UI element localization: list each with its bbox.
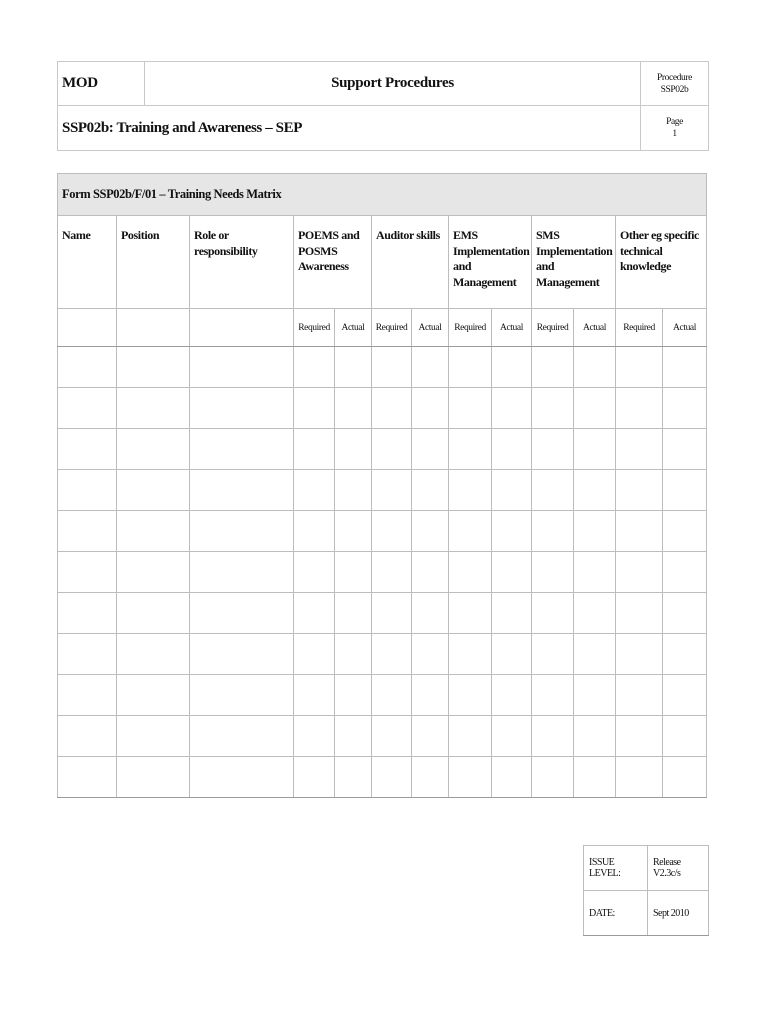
entry-cell[interactable]	[190, 757, 294, 798]
entry-cell[interactable]	[372, 675, 412, 716]
entry-cell[interactable]	[190, 552, 294, 593]
entry-cell[interactable]	[616, 757, 663, 798]
entry-cell[interactable]	[372, 757, 412, 798]
entry-cell[interactable]	[663, 675, 707, 716]
entry-cell[interactable]	[294, 511, 335, 552]
org-name: MOD	[58, 62, 145, 106]
entry-cell[interactable]	[190, 511, 294, 552]
entry-cell[interactable]	[449, 347, 492, 388]
table-row	[58, 593, 707, 634]
entry-cell[interactable]	[335, 552, 372, 593]
ems-required-header: Required	[449, 309, 492, 347]
entry-cell[interactable]	[117, 388, 190, 429]
entry-cell[interactable]	[616, 716, 663, 757]
entry-cell[interactable]	[616, 388, 663, 429]
col-role-header: Role or responsibility	[190, 216, 294, 309]
entry-cell[interactable]	[190, 429, 294, 470]
entry-cell[interactable]	[294, 388, 335, 429]
entry-cell[interactable]	[58, 511, 117, 552]
entry-cell[interactable]	[532, 470, 574, 511]
entry-cell[interactable]	[492, 716, 532, 757]
entry-cell[interactable]	[117, 552, 190, 593]
entry-cell[interactable]	[412, 552, 449, 593]
entry-cell[interactable]	[58, 470, 117, 511]
entry-cell[interactable]	[58, 757, 117, 798]
entry-cell[interactable]	[190, 675, 294, 716]
date-label: DATE:	[584, 891, 648, 936]
subheader-blank	[190, 309, 294, 347]
entry-cell[interactable]	[492, 593, 532, 634]
entry-cell[interactable]	[574, 552, 616, 593]
auditor-actual-header: Actual	[412, 309, 449, 347]
entry-cell[interactable]	[190, 593, 294, 634]
entry-cell[interactable]	[372, 429, 412, 470]
ems-actual-header: Actual	[492, 309, 532, 347]
entry-cell[interactable]	[117, 634, 190, 675]
entry-cell[interactable]	[372, 593, 412, 634]
entry-cell[interactable]	[532, 429, 574, 470]
issue-level-value: Release V2.3c/s	[648, 846, 709, 891]
entry-cell[interactable]	[117, 716, 190, 757]
entry-cell[interactable]	[663, 347, 707, 388]
entry-cell[interactable]	[492, 347, 532, 388]
entry-cell[interactable]	[492, 675, 532, 716]
entry-cell[interactable]	[492, 429, 532, 470]
entry-cell[interactable]	[574, 716, 616, 757]
subheader-blank	[117, 309, 190, 347]
col-sms-header: SMS Implementation and Management	[532, 216, 616, 309]
entry-cell[interactable]	[449, 552, 492, 593]
table-row	[58, 429, 707, 470]
entry-cell[interactable]	[532, 716, 574, 757]
entry-cell[interactable]	[294, 552, 335, 593]
entry-cell[interactable]	[663, 552, 707, 593]
entry-cell[interactable]	[449, 511, 492, 552]
entry-cell[interactable]	[335, 716, 372, 757]
table-row	[58, 716, 707, 757]
col-poems-header: POEMS and POSMS Awareness	[294, 216, 372, 309]
entry-cell[interactable]	[412, 470, 449, 511]
entry-cell[interactable]	[335, 634, 372, 675]
entry-cell[interactable]	[492, 388, 532, 429]
entry-cell[interactable]	[574, 388, 616, 429]
entry-cell[interactable]	[58, 347, 117, 388]
page-cell	[641, 106, 709, 151]
entry-cell[interactable]	[117, 757, 190, 798]
poems-actual-header: Actual	[335, 309, 372, 347]
entry-cell[interactable]	[117, 593, 190, 634]
issue-footer	[583, 845, 709, 936]
entry-cell[interactable]	[372, 347, 412, 388]
entry-cell[interactable]	[372, 634, 412, 675]
entry-cell[interactable]	[663, 593, 707, 634]
entry-cell[interactable]	[412, 593, 449, 634]
subheader-blank	[58, 309, 117, 347]
table-row	[58, 388, 707, 429]
column-header-row	[58, 216, 707, 309]
entry-cell[interactable]	[412, 388, 449, 429]
entry-cell[interactable]	[58, 593, 117, 634]
entry-cell[interactable]	[449, 716, 492, 757]
entry-cell[interactable]	[616, 347, 663, 388]
entry-cell[interactable]	[372, 388, 412, 429]
entry-cell[interactable]	[449, 388, 492, 429]
entry-cell[interactable]	[663, 388, 707, 429]
entry-cell[interactable]	[58, 429, 117, 470]
entry-cell[interactable]	[492, 552, 532, 593]
entry-cell[interactable]	[663, 429, 707, 470]
page-number: 1	[672, 129, 677, 139]
entry-cell[interactable]	[663, 716, 707, 757]
entry-cell[interactable]	[616, 511, 663, 552]
col-name-header: Name	[58, 216, 117, 309]
entry-cell[interactable]	[616, 429, 663, 470]
entry-cell[interactable]	[532, 388, 574, 429]
entry-cell[interactable]	[294, 716, 335, 757]
entry-cell[interactable]	[117, 347, 190, 388]
procedure-cell	[641, 62, 709, 106]
entry-cell[interactable]	[492, 757, 532, 798]
entry-cell[interactable]	[532, 634, 574, 675]
auditor-required-header: Required	[372, 309, 412, 347]
entry-cell[interactable]	[294, 470, 335, 511]
entry-cell[interactable]	[117, 429, 190, 470]
entry-cell[interactable]	[335, 675, 372, 716]
entry-cell[interactable]	[58, 716, 117, 757]
entry-cell[interactable]	[190, 347, 294, 388]
table-row	[58, 347, 707, 388]
entry-cell[interactable]	[294, 429, 335, 470]
entry-cell[interactable]	[663, 511, 707, 552]
entry-cell[interactable]	[335, 429, 372, 470]
entry-cell[interactable]	[335, 347, 372, 388]
entry-cell[interactable]	[190, 716, 294, 757]
entry-cell[interactable]	[412, 511, 449, 552]
entry-cell[interactable]	[335, 388, 372, 429]
entry-cell[interactable]	[574, 593, 616, 634]
form-title: Form SSP02b/F/01 – Training Needs Matrix	[58, 174, 707, 216]
page-label: Page	[666, 117, 683, 127]
entry-cell[interactable]	[449, 757, 492, 798]
other-actual-header: Actual	[663, 309, 707, 347]
entry-cell[interactable]	[335, 757, 372, 798]
entry-cell[interactable]	[492, 470, 532, 511]
entry-cell[interactable]	[58, 388, 117, 429]
entry-cell[interactable]	[574, 675, 616, 716]
entry-cell[interactable]	[616, 593, 663, 634]
entry-cell[interactable]	[372, 511, 412, 552]
entry-cell[interactable]	[532, 593, 574, 634]
entry-cell[interactable]	[663, 634, 707, 675]
entry-cell[interactable]	[574, 634, 616, 675]
entry-cell[interactable]	[574, 511, 616, 552]
document-title: SSP02b: Training and Awareness – SEP	[58, 106, 641, 151]
col-auditor-header: Auditor skills	[372, 216, 449, 309]
entry-cell[interactable]	[574, 347, 616, 388]
entry-cell[interactable]	[663, 470, 707, 511]
entry-cell[interactable]	[663, 757, 707, 798]
entry-cell[interactable]	[190, 388, 294, 429]
entry-cell[interactable]	[449, 593, 492, 634]
entry-cell[interactable]	[532, 511, 574, 552]
entry-cell[interactable]	[294, 634, 335, 675]
entry-cell[interactable]	[372, 716, 412, 757]
entry-cell[interactable]	[412, 675, 449, 716]
entry-cell[interactable]	[117, 511, 190, 552]
table-row	[58, 470, 707, 511]
entry-cell[interactable]	[294, 675, 335, 716]
entry-cell[interactable]	[58, 675, 117, 716]
entry-cell[interactable]	[372, 552, 412, 593]
table-row	[58, 757, 707, 798]
entry-cell[interactable]	[412, 716, 449, 757]
subheader-row	[58, 309, 707, 347]
col-ems-header: EMS Implementation and Management	[449, 216, 532, 309]
issue-level-label: ISSUE LEVEL:	[584, 846, 648, 891]
entry-cell[interactable]	[574, 757, 616, 798]
entry-cell[interactable]	[532, 552, 574, 593]
sms-actual-header: Actual	[574, 309, 616, 347]
entry-cell[interactable]	[412, 757, 449, 798]
poems-required-header: Required	[294, 309, 335, 347]
entry-cell[interactable]	[574, 429, 616, 470]
entry-cell[interactable]	[412, 429, 449, 470]
entry-cell[interactable]	[492, 634, 532, 675]
entry-cell[interactable]	[335, 511, 372, 552]
col-other-header: Other eg specific technical knowledge	[616, 216, 707, 309]
procedure-label: Procedure	[657, 72, 692, 83]
sms-required-header: Required	[532, 309, 574, 347]
entry-cell[interactable]	[190, 470, 294, 511]
entry-cell[interactable]	[616, 675, 663, 716]
entry-cell[interactable]	[294, 593, 335, 634]
entry-cell[interactable]	[532, 757, 574, 798]
entry-cell[interactable]	[58, 634, 117, 675]
entry-cell[interactable]	[449, 634, 492, 675]
entry-cell[interactable]	[412, 634, 449, 675]
entry-cell[interactable]	[190, 634, 294, 675]
table-row	[58, 552, 707, 593]
entry-cell[interactable]	[412, 347, 449, 388]
entry-cell[interactable]	[294, 757, 335, 798]
training-needs-matrix	[57, 173, 707, 798]
entry-cell[interactable]	[449, 429, 492, 470]
date-value: Sept 2010	[648, 891, 709, 936]
entry-cell[interactable]	[294, 347, 335, 388]
entry-cell[interactable]	[616, 552, 663, 593]
entry-cell[interactable]	[117, 675, 190, 716]
table-row	[58, 675, 707, 716]
entry-cell[interactable]	[492, 511, 532, 552]
entry-cell[interactable]	[117, 470, 190, 511]
table-row	[58, 511, 707, 552]
document-header	[57, 61, 709, 151]
col-position-header: Position	[117, 216, 190, 309]
entry-cell[interactable]	[372, 470, 412, 511]
entry-cell[interactable]	[335, 593, 372, 634]
entry-cell[interactable]	[574, 470, 616, 511]
section-title: Support Procedures	[145, 62, 641, 106]
entry-cell[interactable]	[449, 470, 492, 511]
entry-cell[interactable]	[532, 347, 574, 388]
procedure-code: SSP02b	[660, 84, 689, 95]
entry-cell[interactable]	[616, 634, 663, 675]
other-required-header: Required	[616, 309, 663, 347]
entry-cell[interactable]	[58, 552, 117, 593]
entry-cell[interactable]	[532, 675, 574, 716]
table-row	[58, 634, 707, 675]
entry-cell[interactable]	[335, 470, 372, 511]
entry-cell[interactable]	[616, 470, 663, 511]
entry-cell[interactable]	[449, 675, 492, 716]
